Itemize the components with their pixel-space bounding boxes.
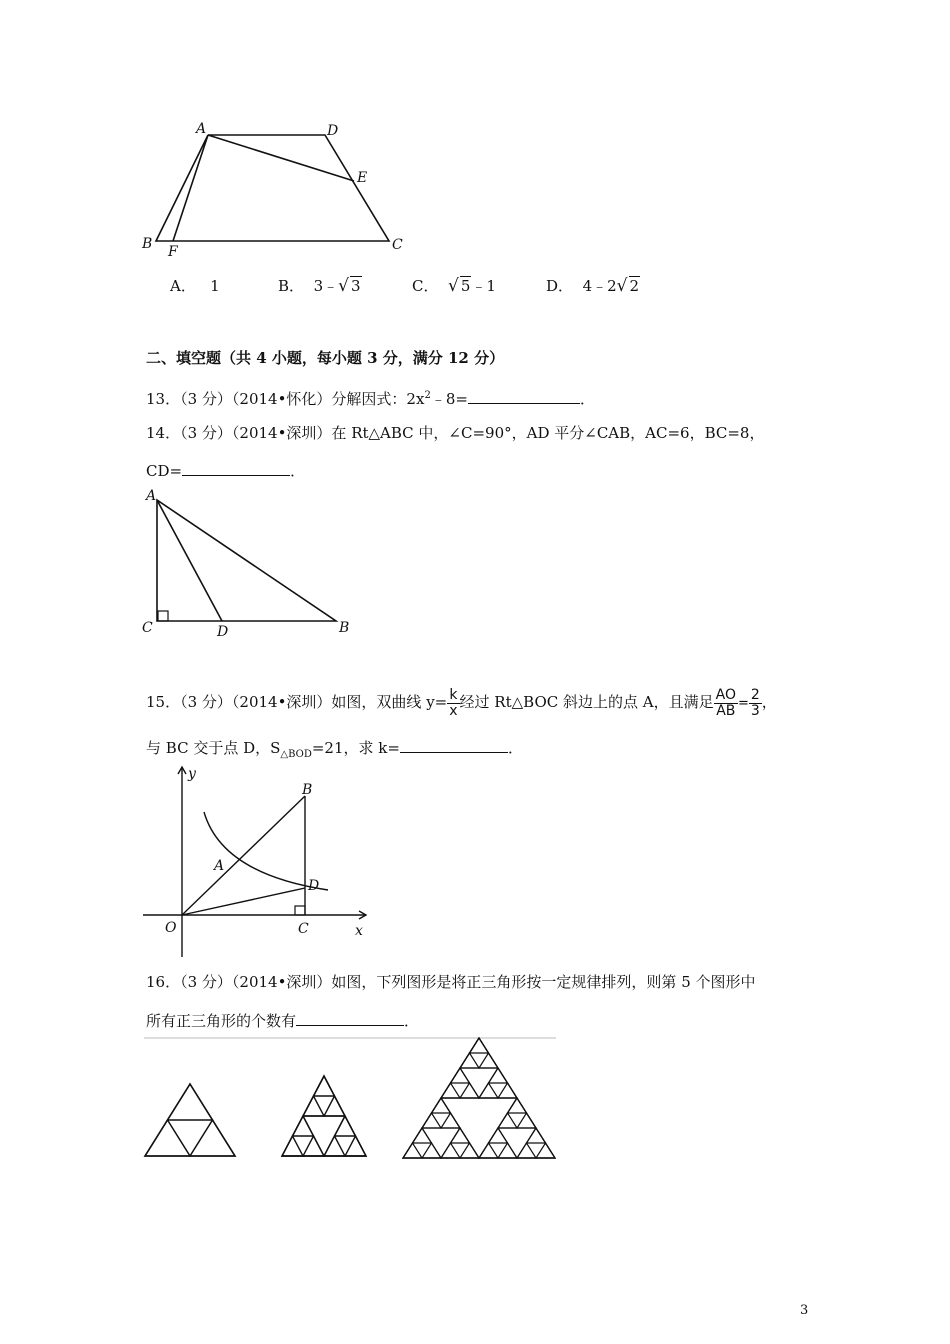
label-D: D [217,624,229,640]
fraction-2-3: $\frac{2}{3}$ [750,686,760,719]
triangle-edge [479,1143,498,1158]
label-F: F [168,244,178,260]
triangle-edge [441,1143,460,1158]
option-a: A． 1 [170,277,220,295]
question-14-line2: CD= ． [146,462,306,480]
triangle-edge [190,1120,235,1156]
triangle-edge [324,1096,345,1116]
triangle-edge [432,1098,451,1113]
fraction-k-over-x: $\frac{k}{x}$ [449,686,458,719]
triangle-edge [498,1083,517,1098]
triangle-edge [422,1113,441,1128]
label-D: D [327,123,339,139]
triangle-edge [282,1136,303,1156]
answer-blank-16[interactable] [296,1010,404,1026]
answer-blank-14[interactable] [182,460,290,476]
question-15-line2: 与 BC 交于点 D，$S_{\triangle BOD}=21$，求 k= ． [146,739,523,760]
question-16-line2: 所有正三角形的个数有 ． [146,1012,420,1030]
q12-trapezoid-figure [138,118,418,263]
option-c: C． √ 5﹣1 [412,276,496,296]
option-d: D． 4﹣2√ 2 [546,276,640,296]
triangle-edge [293,1116,314,1136]
triangle-edge [460,1083,479,1098]
q16-triangles-figure [140,1034,560,1164]
triangle-edge [403,1143,422,1158]
triangle-edge [460,1053,479,1068]
label-B: B [339,620,350,636]
triangle-edge [470,1038,489,1053]
pattern-figure-3 [403,1038,555,1158]
label-D: D [308,878,320,894]
triangle-edge [314,1076,335,1096]
triangle-edge [422,1143,441,1158]
triangle-edge [489,1128,508,1143]
triangle-edge [498,1143,517,1158]
triangle-edge [489,1068,508,1083]
triangle-edge [441,1083,460,1098]
triangle-edge [527,1128,546,1143]
page-number: 3 [800,1303,809,1318]
triangle-edge [451,1128,470,1143]
option-b: B． 3﹣√ 3 [278,276,361,296]
label-A: A [214,858,225,874]
triangle-edge [517,1143,536,1158]
triangle-edge [508,1098,527,1113]
label-C: C [392,237,403,253]
label-O: O [165,920,177,936]
question-15-line1: 15．（3 分）（2014•深圳）如图，双曲线 y= $\frac{k}{x}$ 经过 Rt△BOC 斜边上的点 A，且满足 $\frac{AO}{AB}$ = $\frac{2}{3}$ ， [146,686,777,719]
answer-blank-13[interactable] [468,388,580,404]
triangle-edge [498,1113,517,1128]
label-y: y [188,766,196,782]
triangle-edge [303,1096,324,1116]
triangle-edge [168,1084,213,1120]
label-B: B [142,236,153,252]
triangle-edge [451,1068,470,1083]
triangle-edge [413,1128,432,1143]
label-A: A [196,121,207,137]
triangle-edge [479,1083,498,1098]
triangle-edge [303,1136,324,1156]
triangle-edge [145,1120,190,1156]
question-16-line1: 16．（3 分）（2014•深圳）如图，下列图形是将正三角形按一定规律排列，则第 5 个图形中 [146,973,756,991]
q14-triangle-figure [138,486,363,641]
label-x: x [355,923,363,939]
label-E: E [357,170,368,186]
triangle-edge [345,1136,366,1156]
triangle-edge [479,1053,498,1068]
triangle-edge [460,1143,479,1158]
question-13: 13．（3 分）（2014•怀化）分解因式：$2x^2﹣8=$ ． [146,390,595,408]
triangle-edge [536,1143,555,1158]
q15-hyperbola-figure [138,762,378,962]
triangle-edge [517,1113,536,1128]
answer-blank-15[interactable] [400,737,508,753]
label-C: C [298,921,309,937]
label-A: A [146,488,157,504]
triangle-edge [324,1136,345,1156]
triangle-edge [335,1116,356,1136]
pattern-figure-2 [282,1076,366,1156]
label-C: C [142,620,153,636]
pattern-figure-1 [145,1084,235,1156]
section-title: 二、填空题（共 4 小题，每小题 3 分，满分 12 分） [146,349,505,367]
q12-options [0,275,950,297]
fraction-ao-ab: $\frac{AO}{AB}$ [715,686,736,719]
label-B: B [302,782,313,798]
triangle-edge [441,1113,460,1128]
question-14-line1: 14．（3 分）（2014•深圳）在 Rt△ABC 中，∠C=90°，AD 平分∠CAB，AC=6，BC=8， [146,424,765,442]
